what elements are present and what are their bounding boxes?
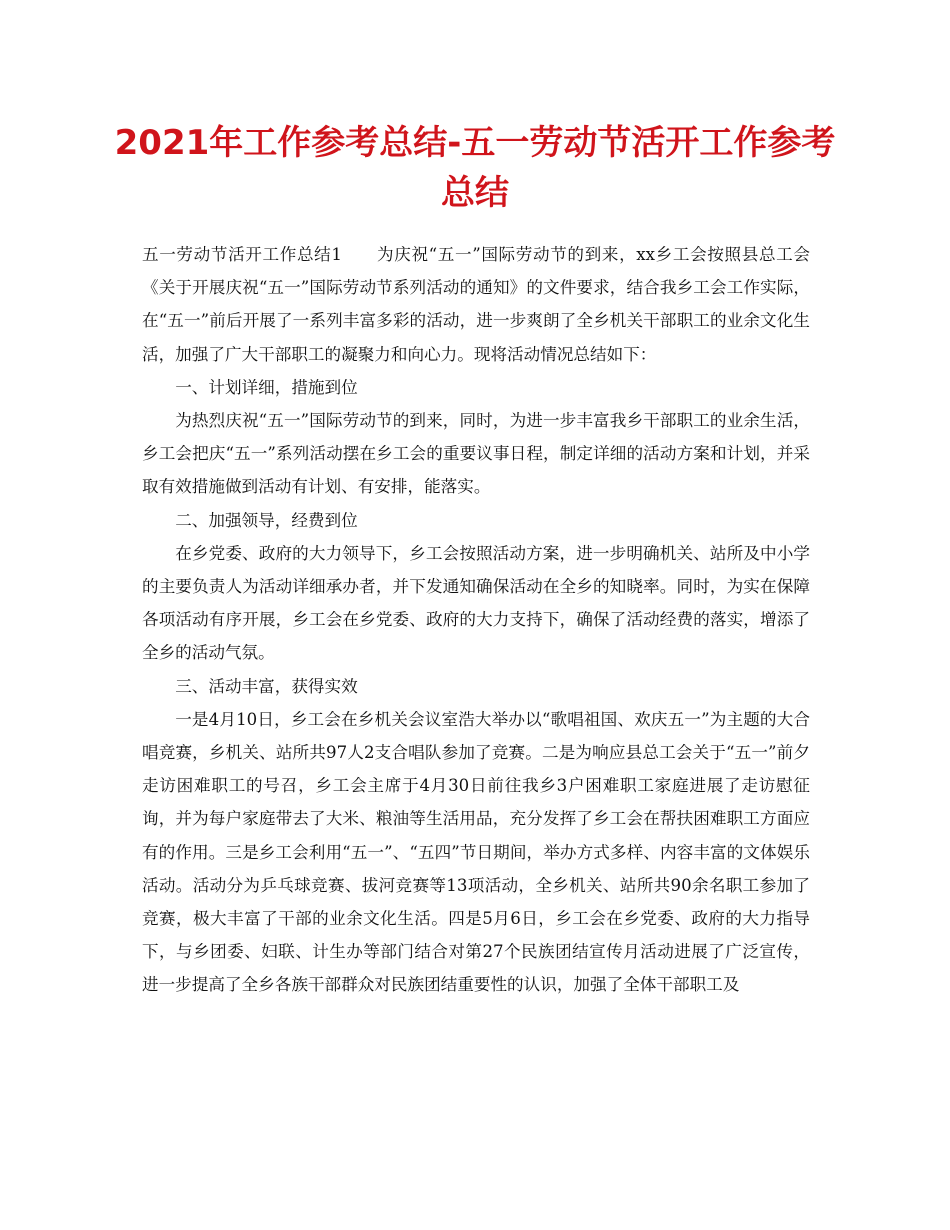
- section-2-paragraph: 在乡党委、政府的大力领导下，乡工会按照活动方案，进一步明确机关、站所及中小学的主要负责人为活动详细承办者，并下发通知确保活动在全乡的知晓率。同时，为实在保障各项活动有序开展，乡工会在乡党委、政府的大力支持下，确保了活动经费的落实，增添了全乡的活动气氛。: [142, 543, 810, 663]
- section-1-paragraph: 为热烈庆祝“五一”国际劳动节的到来，同时，为进一步丰富我乡干部职工的业余生活，乡工会把庆“五一”系列活动摆在乡工会的重要议事日程，制定详细的活动方案和计划，并采取有效措施做到活动有计划、有安排，能落实。: [142, 411, 810, 497]
- document-body: [142, 238, 810, 1002]
- intro-paragraph: 五一劳动节活开工作总结1 为庆祝“五一”国际劳动节的到来，xx乡工会按照县总工会《关于开展庆祝“五一”国际劳动节系列活动的通知》的文件要求，结合我乡工会工作实际，在“五一”前后开展了一系列丰富多彩的活动，进一步爽朗了全乡机关干部职工的业余文化生活，加强了广大干部职工的凝聚力和向心力。现将活动情况总结如下：: [142, 245, 810, 364]
- section-2-heading: 二、加强领导，经费到位: [175, 510, 358, 530]
- section-3-paragraph: 一是4月10日，乡工会在乡机关会议室浩大举办以“歌唱祖国、欢庆五一”为主题的大合唱竞赛，乡机关、站所共97人2支合唱队参加了竞赛。二是为响应县总工会关于“五一”前夕走访困难职工的号召，乡工会主席于4月30日前往我乡3户困难职工家庭进展了走访慰征询，并为每户家庭带去了大米、粮油等生活用品，充分发挥了乡工会在帮扶困难职工方面应有的作用。三是乡工会利用“五一”、“五四”节日期间，举办方式多样、内容丰富的文体娱乐活动。活动分为乒乓球竞赛、拔河竞赛等13项活动，全乡机关、站所共90余名职工参加了竞赛，极大丰富了干部的业余文化生活。四是5月6日，乡工会在乡党委、政府的大力指导下，与乡团委、妇联、计生办等部门结合对第27个民族团结宣传月活动进展了广泛宣传，进一步提高了全乡各族干部群众对民族团结重要性的认识，加强了全体干部职工及: [142, 709, 810, 995]
- document-title: 2021年工作参考总结-五一劳动节活开工作参考总结: [114, 123, 836, 213]
- section-1-heading: 一、计划详细，措施到位: [175, 377, 358, 397]
- section-3-heading: 三、活动丰富，获得实效: [175, 676, 358, 696]
